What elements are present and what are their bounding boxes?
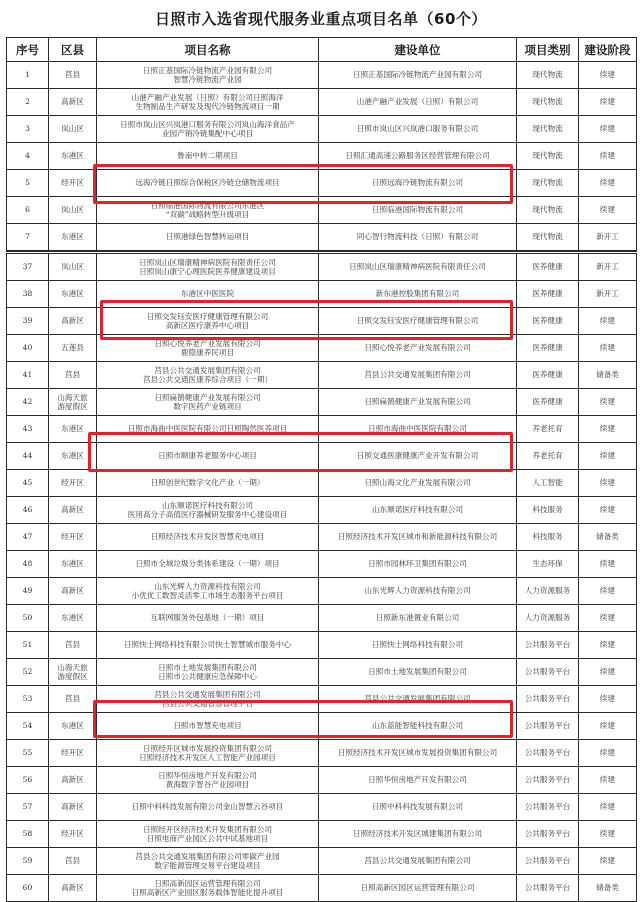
table-row (7, 767, 637, 794)
cell-stage: 新开工 (579, 224, 637, 252)
cell-builder: 日照山海文化产业发展有限公司 (319, 470, 517, 497)
cell-district: 高新区 (49, 308, 97, 335)
cell-district: 东港区 (49, 443, 97, 470)
cell-project-name: 日照经开区经济技术开发集团有限公司 日照电商产业园区公共中试基地项目 (97, 821, 319, 848)
cell-project-name: 日照扁鹊健康产业发展有限公司 数字医药产业链项目 (97, 389, 319, 416)
cell-builder: 莒县公共交通发展集团有限公司 (319, 848, 517, 875)
cell-builder: 日照市海曲中医医院有限公司 (319, 416, 517, 443)
cell-index: 44 (7, 443, 49, 470)
cell-project-name: 莒县公共交通发展集团有限公司零碳产业园 数字能源管理交易平台建设项目 (97, 848, 319, 875)
cell-category: 公共服务平台 (517, 632, 579, 659)
cell-stage: 续建 (579, 335, 637, 362)
cell-index: 50 (7, 605, 49, 632)
cell-stage: 续建 (579, 632, 637, 659)
cell-category: 医养健康 (517, 389, 579, 416)
cell-project-name: 莒县公共交通发展集团有限公司 莒县公共交通智慧管理平台 (97, 686, 319, 713)
cell-stage: 储备类 (579, 362, 637, 389)
cell-index: 59 (7, 848, 49, 875)
cell-project-name: 鲁南中转二期项目 (97, 143, 319, 170)
cell-district: 莒县 (49, 686, 97, 713)
table-row (7, 740, 637, 767)
cell-category: 医养健康 (517, 308, 579, 335)
table-row (7, 605, 637, 632)
cell-builder: 同心智行物流科技（日照）有限公司 (319, 224, 517, 252)
cell-project-name: 日照创世纪数字文化产业（一期） (97, 470, 319, 497)
cell-category: 生态环保 (517, 551, 579, 578)
cell-category: 现代物流 (517, 89, 579, 116)
cell-index: 58 (7, 821, 49, 848)
cell-category: 现代物流 (517, 143, 579, 170)
cell-district: 莒县 (49, 62, 97, 89)
cell-index: 4 (7, 143, 49, 170)
cell-district: 莒县 (49, 848, 97, 875)
cell-builder: 日照高新区园区运营管理有限公司 (319, 875, 517, 902)
cell-project-name: 山港产融产业发展（日照）有限公司日照海洋 生物制品生产研发及现代冷链物流项目一期 (97, 89, 319, 116)
cell-index: 6 (7, 197, 49, 224)
table-row (7, 224, 637, 252)
cell-category: 公共服务平台 (517, 821, 579, 848)
cell-stage: 储备类 (579, 875, 637, 902)
cell-project-name: 日照市顺康养老服务中心项目 (97, 443, 319, 470)
cell-district: 经开区 (49, 821, 97, 848)
cell-district: 经开区 (49, 170, 97, 197)
table-row (7, 794, 637, 821)
cell-project-name: 日照华恒房地产开发有限公司 黄海数字智谷产业园项目 (97, 767, 319, 794)
cell-district: 岚山区 (49, 254, 97, 281)
cell-district: 东港区 (49, 224, 97, 252)
cell-index: 56 (7, 767, 49, 794)
table-row (7, 524, 637, 551)
cell-stage: 续建 (579, 686, 637, 713)
cell-builder: 山东顺诺医疗科技有限公司 (319, 497, 517, 524)
cell-builder: 日照交通医康健康产业开发有限公司 (319, 443, 517, 470)
cell-district: 莒县 (49, 632, 97, 659)
cell-project-name: 山东顺诺医疗科技有限公司 医用高分子高值医疗器械研发服务中心建设项目 (97, 497, 319, 524)
cell-stage: 续建 (579, 659, 637, 686)
highlight-box-row-5 (93, 164, 513, 204)
cell-builder: 莒县公共交通发展集团有限公司 (319, 686, 517, 713)
cell-district: 经开区 (49, 470, 97, 497)
cell-stage: 储备类 (579, 524, 637, 551)
cell-project-name: 远海冷链日照综合保税区冷链仓储物流项目 (97, 170, 319, 197)
cell-stage: 续建 (579, 605, 637, 632)
cell-builder: 日照华恒房地产开发有限公司 (319, 767, 517, 794)
cell-category: 医养健康 (517, 254, 579, 281)
cell-builder: 日照经济技术开发区城市发展投资集团有限公司 (319, 740, 517, 767)
cell-builder: 日照新东港置业有限公司 (319, 605, 517, 632)
cell-project-name: 日照中科科技发展有限公司金山智慧云谷项目 (97, 794, 319, 821)
cell-builder: 日照市岚山区兴岚港口服务有限公司 (319, 116, 517, 143)
cell-index: 40 (7, 335, 49, 362)
table-row (7, 362, 637, 389)
cell-category: 公共服务平台 (517, 794, 579, 821)
cell-project-name: 莒县公共交通发展集团有限公司 莒县公共交通医康养综合项目（一期） (97, 362, 319, 389)
cell-district: 经开区 (49, 740, 97, 767)
cell-index: 51 (7, 632, 49, 659)
highlight-box-row-39 (100, 300, 513, 340)
cell-project-name: 日照市海曲中医医院有限公司日照陶然医养项目 (97, 416, 319, 443)
table-row (7, 254, 637, 281)
cell-stage: 续建 (579, 848, 637, 875)
cell-index: 41 (7, 362, 49, 389)
header-district: 区县 (49, 38, 97, 62)
cell-district: 东港区 (49, 281, 97, 308)
cell-stage: 续建 (579, 62, 637, 89)
cell-builder: 日照交发钰安医疗健康管理有限公司 (319, 308, 517, 335)
cell-project-name: 日照高新园区运营管理有限公司 日照高新区产业园区服务载体智能化提升项目 (97, 875, 319, 902)
table-row (7, 497, 637, 524)
highlight-box-row-44 (88, 432, 513, 472)
cell-category: 公共服务平台 (517, 875, 579, 902)
cell-index: 47 (7, 524, 49, 551)
table-header-row (7, 38, 637, 62)
cell-project-name: 日照岚山区瑞康精神病医院有限责任公司 日照岚山康宁心理医院医养健康建设项目 (97, 254, 319, 281)
cell-index: 48 (7, 551, 49, 578)
cell-project-name: 互联网服务外包基地（一期）项目 (97, 605, 319, 632)
cell-stage: 续建 (579, 740, 637, 767)
cell-stage: 新开工 (579, 281, 637, 308)
cell-project-name: 日照快士网络科技有限公司快士智慧城市服务中心 (97, 632, 319, 659)
cell-project-name: 日照经济技术开发区智慧充电项目 (97, 524, 319, 551)
cell-project-name: 东港区中医医院 (97, 281, 319, 308)
cell-district: 东港区 (49, 143, 97, 170)
cell-stage: 续建 (579, 116, 637, 143)
cell-project-name: 山东光辉人力资源科技有限公司 小优优工数智灵活零工市场生态服务平台项目 (97, 578, 319, 605)
cell-builder: 日照岚山区瑞康精神病医院有限责任公司 (319, 254, 517, 281)
table-row (7, 89, 637, 116)
cell-stage: 续建 (579, 416, 637, 443)
cell-builder: 日照市园林环卫集团有限公司 (319, 551, 517, 578)
cell-stage: 续建 (579, 389, 637, 416)
header-category: 项目类别 (517, 38, 579, 62)
cell-category: 现代物流 (517, 62, 579, 89)
cell-builder: 日照汇通高速公路服务区经营管理有限公司 (319, 143, 517, 170)
table-row (7, 659, 637, 686)
cell-index: 43 (7, 416, 49, 443)
cell-category: 公共服务平台 (517, 848, 579, 875)
cell-stage: 续建 (579, 713, 637, 740)
cell-district: 东港区 (49, 605, 97, 632)
cell-builder: 日照正基国际冷链物流产业园有限公司 (319, 62, 517, 89)
cell-index: 60 (7, 875, 49, 902)
cell-stage: 续建 (579, 143, 637, 170)
cell-builder: 日照快士网络科技有限公司 (319, 632, 517, 659)
cell-category: 科技服务 (517, 497, 579, 524)
cell-index: 2 (7, 89, 49, 116)
cell-index: 37 (7, 254, 49, 281)
header-stage: 建设阶段 (579, 38, 637, 62)
cell-builder: 新东港控股集团有限公司 (319, 281, 517, 308)
cell-index: 54 (7, 713, 49, 740)
table-row (7, 578, 637, 605)
cell-district: 东港区 (49, 713, 97, 740)
cell-builder: 日照扁鹊健康产业发展有限公司 (319, 389, 517, 416)
cell-project-name: 日照心悦养老产业发展有限公司 鹿隐康养民项目 (97, 335, 319, 362)
cell-district: 莒县 (49, 362, 97, 389)
cell-district: 高新区 (49, 794, 97, 821)
cell-category: 现代物流 (517, 116, 579, 143)
cell-project-name: 日照市智慧充电项目 (97, 713, 319, 740)
cell-district: 岚山区 (49, 197, 97, 224)
cell-category: 现代物流 (517, 224, 579, 252)
cell-index: 57 (7, 794, 49, 821)
cell-index: 53 (7, 686, 49, 713)
cell-category: 公共服务平台 (517, 740, 579, 767)
cell-builder: 日照心悦养老产业发展有限公司 (319, 335, 517, 362)
cell-builder: 山港产融产业发展（日照）有限公司 (319, 89, 517, 116)
cell-category: 公共服务平台 (517, 767, 579, 794)
cell-district: 经开区 (49, 524, 97, 551)
cell-project-name: 日照港绿色智慧转运项目 (97, 224, 319, 252)
cell-district: 高新区 (49, 875, 97, 902)
cell-district: 五莲县 (49, 335, 97, 362)
cell-stage: 续建 (579, 470, 637, 497)
cell-category: 养老托育 (517, 443, 579, 470)
cell-builder: 山东光辉人力资源科技有限公司 (319, 578, 517, 605)
cell-stage: 续建 (579, 794, 637, 821)
cell-stage: 续建 (579, 89, 637, 116)
cell-stage: 续建 (579, 551, 637, 578)
cell-category: 医养健康 (517, 335, 579, 362)
header-index: 序号 (7, 38, 49, 62)
cell-index: 52 (7, 659, 49, 686)
cell-index: 45 (7, 470, 49, 497)
cell-builder: 日照市土地发展集团有限公司 (319, 659, 517, 686)
cell-district: 山海天旅 游度假区 (49, 659, 97, 686)
cell-district: 东港区 (49, 551, 97, 578)
cell-index: 46 (7, 497, 49, 524)
cell-category: 医养健康 (517, 281, 579, 308)
cell-builder: 日照经济技术开发区城建集团有限公司 (319, 821, 517, 848)
cell-project-name: 日照临港国际物流有限公司东港区 “双碳”战略转型升级项目 (97, 197, 319, 224)
cell-category: 养老托育 (517, 416, 579, 443)
cell-category: 公共服务平台 (517, 713, 579, 740)
cell-index: 5 (7, 170, 49, 197)
cell-builder: 日照临港国际物流有限公司 (319, 197, 517, 224)
table-row (7, 62, 637, 89)
cell-stage: 续建 (579, 197, 637, 224)
cell-project-name: 日照市全域垃圾分类体系建设（一期）项目 (97, 551, 319, 578)
cell-index: 38 (7, 281, 49, 308)
cell-category: 现代物流 (517, 170, 579, 197)
cell-category: 公共服务平台 (517, 686, 579, 713)
cell-builder: 日照中科科技发展有限公司 (319, 794, 517, 821)
table-row (7, 470, 637, 497)
cell-builder: 莒县公共交通发展集团有限公司 (319, 362, 517, 389)
cell-builder: 日照远海冷链物流有限公司 (319, 170, 517, 197)
cell-builder: 日照经济技术开发区城市和新能源科技有限公司 (319, 524, 517, 551)
cell-category: 人力资源服务 (517, 578, 579, 605)
cell-stage: 续建 (579, 821, 637, 848)
table-row (7, 875, 637, 902)
cell-category: 人工智能 (517, 470, 579, 497)
cell-project-name: 日照市土地发展集团有限公司 日照市公共健康应急保障中心 (97, 659, 319, 686)
table-row (7, 551, 637, 578)
table-row (7, 389, 637, 416)
cell-index: 1 (7, 62, 49, 89)
cell-stage: 续建 (579, 308, 637, 335)
header-project-name: 项目名称 (97, 38, 319, 62)
cell-category: 人力资源服务 (517, 605, 579, 632)
cell-district: 岚山区 (49, 116, 97, 143)
cell-project-name: 日照经开区城市发展投资集团有限公司 日照经济技术开发区人工智能产业园项目 (97, 740, 319, 767)
header-builder: 建设单位 (319, 38, 517, 62)
cell-district: 高新区 (49, 578, 97, 605)
cell-category: 科技服务 (517, 524, 579, 551)
cell-index: 7 (7, 224, 49, 252)
cell-stage: 续建 (579, 578, 637, 605)
cell-stage: 续建 (579, 767, 637, 794)
table-row (7, 116, 637, 143)
cell-stage: 续建 (579, 170, 637, 197)
cell-district: 高新区 (49, 767, 97, 794)
table-row (7, 632, 637, 659)
cell-index: 55 (7, 740, 49, 767)
cell-index: 49 (7, 578, 49, 605)
cell-builder: 山东蓝能智能科技有限公司 (319, 713, 517, 740)
cell-category: 医养健康 (517, 362, 579, 389)
page-title: 日照市入选省现代服务业重点项目名单（60个） (155, 10, 487, 28)
cell-stage: 新开工 (579, 254, 637, 281)
cell-index: 42 (7, 389, 49, 416)
cell-project-name: 日照正基国际冷链物流产业园有限公司 智慧冷链物流产业园 (97, 62, 319, 89)
cell-district: 高新区 (49, 497, 97, 524)
cell-category: 现代物流 (517, 197, 579, 224)
cell-index: 39 (7, 308, 49, 335)
cell-stage: 续建 (579, 497, 637, 524)
table-row (7, 821, 637, 848)
cell-project-name: 日照交发钰安医疗健康管理有限公司 高新区医疗康养中心项目 (97, 308, 319, 335)
cell-category: 公共服务平台 (517, 659, 579, 686)
highlight-box-row-54 (93, 700, 513, 738)
cell-district: 东港区 (49, 416, 97, 443)
cell-stage: 续建 (579, 443, 637, 470)
table-row (7, 848, 637, 875)
cell-index: 3 (7, 116, 49, 143)
cell-district: 高新区 (49, 89, 97, 116)
cell-project-name: 日照市岚山区兴岚港口服务有限公司岚山海洋食品产 业园产销冷链集配中心项目 (97, 116, 319, 143)
cell-district: 山海天旅 游度假区 (49, 389, 97, 416)
